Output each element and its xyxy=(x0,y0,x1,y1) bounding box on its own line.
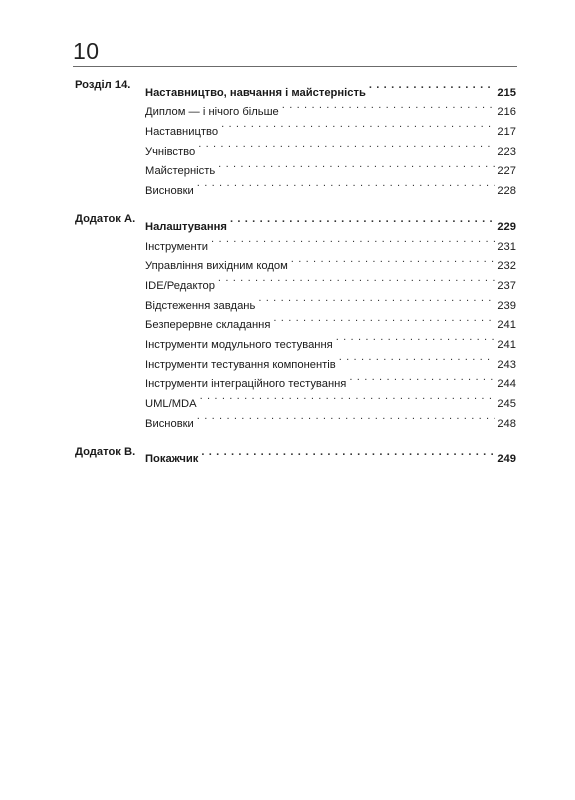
toc-entry-row[interactable] xyxy=(75,135,516,158)
toc-entry-row[interactable] xyxy=(75,328,516,351)
dot-leader xyxy=(211,230,495,250)
toc-entry-row[interactable] xyxy=(75,115,516,139)
toc-entry-row[interactable] xyxy=(75,96,516,119)
dot-leader xyxy=(197,407,496,427)
page-ref: 241 xyxy=(497,319,516,332)
toc-entry-row[interactable] xyxy=(75,269,516,292)
page-ref: 223 xyxy=(497,145,516,158)
dot-leader xyxy=(369,76,496,96)
dot-leader xyxy=(201,443,495,463)
entry-title: Висновки xyxy=(145,417,194,430)
dot-leader xyxy=(197,174,496,194)
chapter-title: Налаштування xyxy=(145,220,227,233)
dot-leader xyxy=(198,135,495,155)
page-ref: 229 xyxy=(497,220,516,233)
dot-leader xyxy=(200,387,496,407)
chapter-title: Покажчик xyxy=(145,453,199,466)
entry-title: Наставництво xyxy=(145,126,219,139)
page-number: 10 xyxy=(73,38,100,64)
toc-chapter-row[interactable] xyxy=(75,210,516,233)
entry-title: Інструменти xyxy=(145,240,209,253)
page-ref: 217 xyxy=(497,126,516,139)
page-ref: 245 xyxy=(497,398,516,410)
page-ref: 244 xyxy=(497,378,516,391)
entry-title: Учнівство xyxy=(145,145,196,158)
dot-leader xyxy=(230,210,495,230)
toc-entry-row[interactable] xyxy=(75,174,516,198)
page-ref: 231 xyxy=(497,240,516,253)
page-ref: 249 xyxy=(497,453,516,466)
dot-leader xyxy=(291,250,496,270)
toc-entry-row[interactable] xyxy=(75,230,516,253)
chapter-label: Додаток А. xyxy=(75,213,136,226)
entry-title: IDE/Редактор xyxy=(145,279,215,292)
page-ref: 228 xyxy=(497,185,516,198)
entry-title: Інструменти модульного тестування xyxy=(145,338,333,351)
page-ref: 243 xyxy=(497,358,516,371)
page-ref: 237 xyxy=(497,279,516,292)
dot-leader xyxy=(258,289,495,309)
toc-entry-row[interactable] xyxy=(75,387,516,410)
entry-title: Диплом — і нічого більше xyxy=(145,106,279,119)
entry-title: Інструменти тестування компонентів xyxy=(145,358,336,371)
dot-leader xyxy=(282,96,496,116)
dot-leader xyxy=(221,115,495,135)
toc-section xyxy=(75,76,516,198)
page-ref: 239 xyxy=(497,299,516,312)
dot-leader xyxy=(218,269,495,289)
page-ref: 241 xyxy=(497,338,516,351)
entry-title: Управління вихідним кодом xyxy=(145,260,288,273)
entry-title: Майстерність xyxy=(145,165,216,178)
chapter-label: Додаток В. xyxy=(75,445,136,458)
entry-title: Висновки xyxy=(145,185,194,198)
chapter-label: Розділ 14. xyxy=(75,79,131,91)
dot-leader xyxy=(349,368,495,388)
page-ref: 215 xyxy=(497,86,516,99)
entry-title: Безперервне складання xyxy=(145,319,271,332)
toc-entry-row[interactable] xyxy=(75,250,516,273)
toc-entry-row[interactable] xyxy=(75,407,516,430)
toc-entry-row[interactable] xyxy=(75,348,516,371)
table-of-contents xyxy=(75,76,516,478)
toc-section xyxy=(75,210,516,430)
dot-leader xyxy=(336,328,496,348)
toc-entry-row[interactable] xyxy=(75,368,516,391)
toc-chapter-row[interactable] xyxy=(75,76,516,99)
toc-chapter-row[interactable] xyxy=(75,443,516,466)
header-rule xyxy=(73,66,517,67)
dot-leader xyxy=(339,348,496,368)
entry-title: UML/MDA xyxy=(145,398,197,410)
toc-entry-row[interactable] xyxy=(75,309,516,332)
toc-section xyxy=(75,443,516,466)
dot-leader xyxy=(273,309,495,329)
chapter-title: Наставництво, навчання і майстерність xyxy=(145,86,366,99)
page-ref: 248 xyxy=(497,417,516,430)
entry-title: Відстеження завдань xyxy=(145,299,256,312)
page-ref: 232 xyxy=(497,260,516,273)
page-ref: 216 xyxy=(497,106,516,119)
toc-entry-row[interactable] xyxy=(75,289,516,312)
page-ref: 227 xyxy=(497,165,516,178)
dot-leader xyxy=(218,155,495,175)
entry-title: Інструменти інтеграційного тестування xyxy=(145,378,347,391)
toc-entry-row[interactable] xyxy=(75,155,516,178)
